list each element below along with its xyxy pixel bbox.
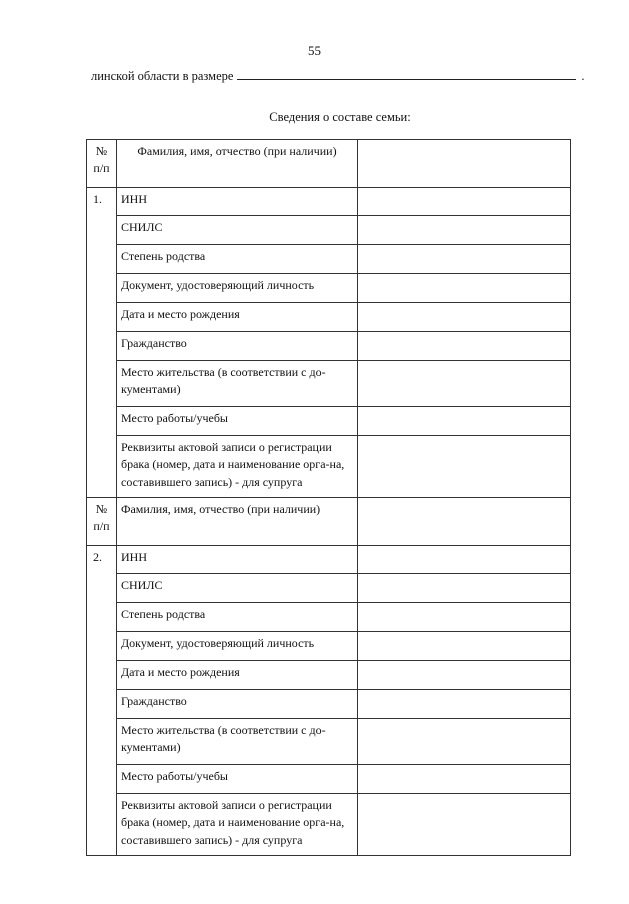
- table-row: [87, 332, 571, 361]
- table-row: [87, 436, 571, 498]
- row-label: Степень родства: [117, 245, 358, 274]
- table-row: [87, 603, 571, 632]
- row-value-cell[interactable]: [358, 603, 571, 632]
- table-row: [87, 765, 571, 794]
- row-value-cell[interactable]: [358, 188, 571, 216]
- table-row: [87, 188, 571, 216]
- row-value-cell[interactable]: [358, 546, 571, 574]
- member-number: 2.: [87, 546, 117, 856]
- header-value-cell[interactable]: [358, 140, 571, 188]
- row-label: Место работы/учебы: [117, 407, 358, 436]
- family-table: [86, 139, 571, 856]
- table-row: [87, 407, 571, 436]
- row-label: Дата и место рождения: [117, 661, 358, 690]
- table-row: [87, 274, 571, 303]
- row-value-cell[interactable]: [358, 574, 571, 603]
- intro-text: линской области в размере: [91, 69, 234, 83]
- row-value-cell[interactable]: [358, 274, 571, 303]
- row-label: Документ, удостоверяющий личность: [117, 632, 358, 661]
- row-label: Гражданство: [117, 332, 358, 361]
- header-num: № п/п: [87, 140, 117, 188]
- row-value-cell[interactable]: [358, 407, 571, 436]
- row-label: ИНН: [117, 546, 358, 574]
- row-label: Реквизиты актовой записи о регистрации брака (номер, дата и наименование орга-на, составившего запись) - для супруга: [117, 794, 358, 856]
- table-row: [87, 546, 571, 574]
- table-row: [87, 216, 571, 245]
- row-value-cell[interactable]: [358, 332, 571, 361]
- table-row: [87, 690, 571, 719]
- row-value-cell[interactable]: [358, 765, 571, 794]
- row-label: Место жительства (в соответствии с до-кументами): [117, 719, 358, 765]
- row-value-cell[interactable]: [358, 794, 571, 856]
- header-name: Фамилия, имя, отчество (при наличии): [117, 140, 358, 188]
- table-row: [87, 245, 571, 274]
- intro-end: .: [581, 69, 585, 83]
- row-label: Дата и место рождения: [117, 303, 358, 332]
- table-row: [87, 361, 571, 407]
- row-label: Реквизиты актовой записи о регистрации брака (номер, дата и наименование орга-на, составившего запись) - для супруга: [117, 436, 358, 498]
- row-value-cell[interactable]: [358, 436, 571, 498]
- page-number: 55: [308, 43, 321, 58]
- row-label: Документ, удостоверяющий личность: [117, 274, 358, 303]
- blank-line: [237, 68, 576, 80]
- table-row: [87, 719, 571, 765]
- intro-line: [91, 68, 585, 84]
- table-header-row: [87, 140, 571, 188]
- header-value-cell[interactable]: [358, 498, 571, 546]
- row-label: Место жительства (в соответствии с до-кументами): [117, 361, 358, 407]
- table-caption: Сведения о составе семьи:: [269, 110, 411, 124]
- row-value-cell[interactable]: [358, 632, 571, 661]
- row-value-cell[interactable]: [358, 361, 571, 407]
- row-label: СНИЛС: [117, 216, 358, 245]
- row-label: Гражданство: [117, 690, 358, 719]
- header-num: № п/п: [87, 498, 117, 546]
- row-label: ИНН: [117, 188, 358, 216]
- row-value-cell[interactable]: [358, 216, 571, 245]
- row-value-cell[interactable]: [358, 719, 571, 765]
- table-row: [87, 303, 571, 332]
- row-value-cell[interactable]: [358, 661, 571, 690]
- table-header-row: [87, 498, 571, 546]
- table-row: [87, 632, 571, 661]
- table-row: [87, 661, 571, 690]
- row-label: Степень родства: [117, 603, 358, 632]
- row-value-cell[interactable]: [358, 690, 571, 719]
- header-name: Фамилия, имя, отчество (при наличии): [117, 498, 358, 546]
- row-value-cell[interactable]: [358, 245, 571, 274]
- table-row: [87, 794, 571, 856]
- row-value-cell[interactable]: [358, 303, 571, 332]
- row-label: СНИЛС: [117, 574, 358, 603]
- member-number: 1.: [87, 188, 117, 498]
- row-label: Место работы/учебы: [117, 765, 358, 794]
- table-row: [87, 574, 571, 603]
